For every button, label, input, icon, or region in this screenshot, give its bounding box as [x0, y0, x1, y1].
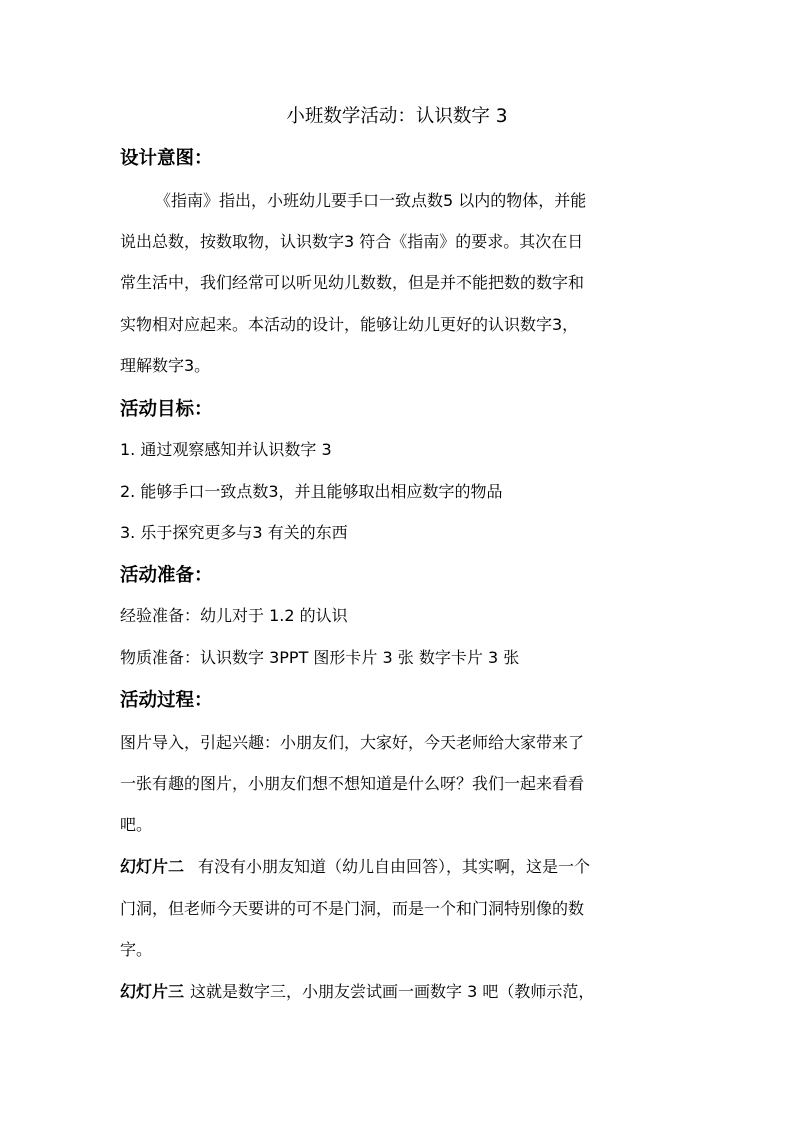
section-heading-design-intent: 设计意图： [120, 148, 213, 169]
paragraph-line: 一张有趣的图片，小朋友们想不想知道是什么呀？我们一起来看看 [120, 774, 585, 793]
paragraph-line: 实物相对应起来。本活动的设计，能够让幼儿更好的认识数字3， [120, 315, 579, 334]
objective-item: 2. 能够手口一致点数3，并且能够取出相应数字的物品 [120, 482, 503, 501]
objective-item: 1. 通过观察感知并认识数字 3 [120, 440, 332, 459]
paragraph-line: 说出总数，按数取物，认识数字3 符合《指南》的要求。其次在日 [120, 232, 584, 251]
slide-three-label: 幻灯片三 [120, 982, 185, 1001]
preparation-item: 经验准备：幼儿对于 1.2 的认识 [120, 606, 348, 625]
section-heading-objectives: 活动目标： [120, 399, 213, 420]
slide-three-paragraph [120, 980, 594, 1004]
paragraph-line: 字。 [120, 940, 153, 959]
paragraph-line: 《指南》指出，小班幼儿要手口一致点数5 以内的物体，并能 [155, 191, 587, 210]
section-heading-process: 活动过程： [120, 690, 213, 711]
slide-two-label: 幻灯片二 [120, 857, 185, 876]
document-title: 小班数学活动：认识数字 3 [286, 106, 508, 127]
slide-two-text: 有没有小朋友知道（幼儿自由回答），其实啊，这是一个 [198, 857, 591, 876]
paragraph-line: 吧。 [120, 815, 153, 834]
paragraph-line: 常生活中，我们经常可以听见幼儿数数，但是并不能把数的数字和 [120, 273, 585, 292]
paragraph-line: 图片导入，引起兴趣：小朋友们，大家好，今天老师给大家带来了 [120, 733, 585, 752]
preparation-item: 物质准备：认识数字 3PPT 图形卡片 3 张 数字卡片 3 张 [120, 648, 520, 667]
slide-three-text: 这就是数字三，小朋友尝试画一画数字 3 吧（教师示范， [190, 982, 595, 1001]
section-heading-preparation: 活动准备： [120, 565, 213, 586]
paragraph-line: 门洞，但老师今天要讲的可不是门洞，而是一个和门洞特别像的数 [120, 899, 585, 918]
objective-item: 3. 乐于探究更多与3 有关的东西 [120, 523, 348, 542]
slide-two-paragraph [120, 855, 590, 879]
paragraph-line: 理解数字3。 [120, 356, 211, 375]
